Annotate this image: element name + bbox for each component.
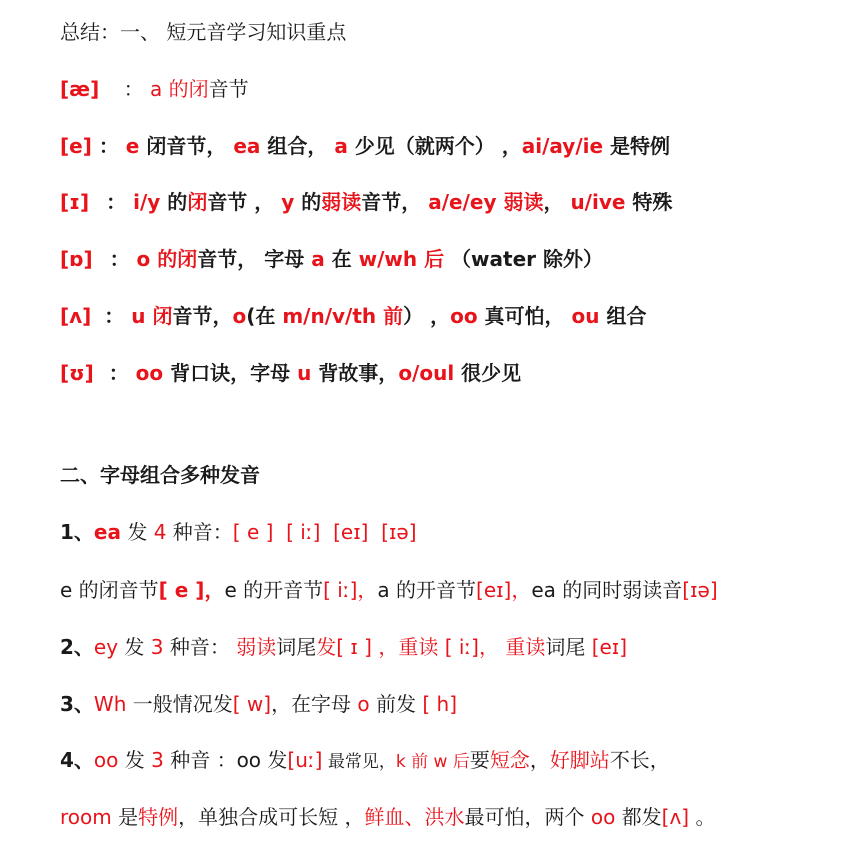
rule-text: u [297,361,312,385]
vowel-i-row [60,188,672,216]
separator: ： [108,361,136,385]
phonetic-symbol: [uː] [287,748,323,772]
rule-1-row [60,518,417,546]
rule-text: a [334,134,348,158]
rule-text: ou [571,304,600,328]
oo-explanation-row [60,803,715,831]
rule-text: a/e/ey 弱读 [428,190,544,214]
rule-text: y [281,190,295,214]
rule-text: 音节 ， [207,190,282,214]
summary-heading [60,18,346,46]
rule-text: 弱读 [236,635,277,659]
rule-text: 发 [118,635,151,659]
rule-text: 组合 [599,304,647,328]
rule-text: 弱读 [321,190,362,214]
rule-text: 音节， 字母 [197,247,312,271]
rule-text: 发[ ɪ ] ，重读 [ iː]， 重读 [316,635,546,659]
rule-text: ） ， [403,304,451,328]
rule-text: ea [233,134,261,158]
rule-text: 是特例 [603,134,671,158]
rule-text: 真可怕， [477,304,572,328]
rule-text: o 的闭 [136,247,198,271]
rule-text: 发 [118,748,152,772]
rule-text: 词尾 [276,635,317,659]
vowel-wedge-row [60,302,646,330]
rule-text: ，在字母 [271,692,358,716]
rule-text: 组合， [260,134,335,158]
rule-text: 背故事， [311,361,399,385]
rule-text: 词尾 [545,635,592,659]
rule-2-row [60,633,627,661]
rule-text: 鲜血、洪水 [364,805,465,829]
rule-4-row [60,746,670,776]
rule-number: 3、 [60,692,94,716]
vowel-o-row [60,245,603,273]
rule-text: 特例 [138,805,179,829]
rule-text: 音节， [172,304,233,328]
rule-text: 少见（就两个） ， [347,134,522,158]
rule-text: 在 [324,247,359,271]
rule-text: 特殊 [625,190,673,214]
rule-text: 背口诀，字母 [163,361,298,385]
vowel-u-row [60,359,521,387]
rule-text: 种音： [166,520,233,544]
phonetic-symbol: [ iː]， [323,578,378,602]
rule-text: a [311,247,325,271]
rule-3-row [60,690,457,718]
phonetic-symbol: [ h] [422,692,458,716]
rule-text: 音节， [361,190,429,214]
separator: ： [104,304,125,328]
rule-text: 一般情况发 [126,692,233,716]
ea-explanation-row [60,576,718,604]
rule-text: 前发 [369,692,423,716]
rule-text: 种音： [163,635,237,659]
rule-text: 发 [120,520,154,544]
rule-text: e [125,134,140,158]
rule-text: o [232,304,247,328]
rule-text: i/y [133,190,161,214]
rule-count: 3 [151,748,164,772]
letter-combo: Wh [93,692,127,716]
phonetic-list: [ e ] [ iː] [eɪ] [ɪə] [232,520,417,544]
phonetic-symbol: [ʊ] [60,361,94,385]
phonetic-symbol: [e] [60,134,92,158]
phonetic-symbol: [æ] [60,77,100,101]
phonetic-symbol: [eɪ]， [476,578,532,602]
rule-count: 4 [153,520,167,544]
letter-combo: oo [93,748,119,772]
rule-text: e 的开音节 [224,578,324,602]
rule-text: 要 [469,748,490,772]
rule-text: 都发 [615,805,662,829]
rule-text: 音节 [208,77,249,101]
phonetic-symbol: [ɪə] [682,578,718,602]
rule-text: 最可怕，两个 [464,805,591,829]
rule-text: a 的闭 [149,77,209,101]
rule-text: ea 的同时弱读音 [531,578,683,602]
section-two-heading [60,461,260,489]
rule-text: （water 除外） [444,247,603,271]
rule-number: 4、 [60,748,94,772]
rule-text: m/n/v/th 前 [282,304,404,328]
phonetic-symbol: [ w] [232,692,272,716]
rule-text: oo [450,304,478,328]
vowel-e-row [60,132,670,160]
letter-combo: ea [93,520,121,544]
phonetic-symbol: [ʌ] [661,805,690,829]
separator: ： [98,134,126,158]
phonetic-symbol: [eɪ] [591,635,628,659]
rule-count: 3 [150,635,164,659]
rule-text: 闭 [187,190,208,214]
phonetic-symbol: [ɒ] [60,247,93,271]
rule-text: 短念 [489,748,530,772]
phonetic-symbol: [ e ]， [158,578,225,602]
rule-text: u 闭 [131,304,173,328]
letter-combo: oo [590,805,616,829]
section-heading-text: 二、字母组合多种发音 [60,463,260,487]
phonetic-symbol: [ʌ] [60,304,92,328]
rule-text: e 的闭音节 [60,578,159,602]
rule-text: 最常见， [322,752,396,772]
letter: o [357,692,370,716]
rule-text: ， [543,190,571,214]
rule-text: w/wh 后 [358,247,445,271]
rule-text: 的 [160,190,188,214]
rule-text: 不长， [609,748,670,772]
rule-text: 。 [689,805,716,829]
example-word: room [60,805,112,829]
separator: ： [123,77,150,101]
rule-text: u/ive [570,190,626,214]
separator: ： [106,190,134,214]
rule-text: a 的开音节 [377,578,477,602]
rule-text: oo [135,361,164,385]
rule-text: k 前 w 后 [395,752,470,772]
rule-text: ， [529,748,550,772]
rule-text: 闭音节， [139,134,234,158]
rule-number: 2、 [60,635,94,659]
rule-text: o/oul [398,361,455,385]
rule-number: 1、 [60,520,94,544]
letter-combo: ey [93,635,119,659]
rule-text: 种音 ：oo 发 [163,748,288,772]
summary-heading-text: 总结：一、 短元音学习知识重点 [60,20,347,44]
rule-text: 是 [111,805,139,829]
vowel-ae-row [60,75,249,103]
rule-text: ，单独合成可长短 ， [178,805,365,829]
separator: ： [109,247,137,271]
phonetic-symbol: [ɪ] [60,190,90,214]
rule-text: 的 [294,190,322,214]
rule-text: (在 [246,304,283,328]
rule-text: 很少见 [454,361,522,385]
rule-text: ai/ay/ie [521,134,604,158]
rule-text: 好脚站 [549,748,610,772]
